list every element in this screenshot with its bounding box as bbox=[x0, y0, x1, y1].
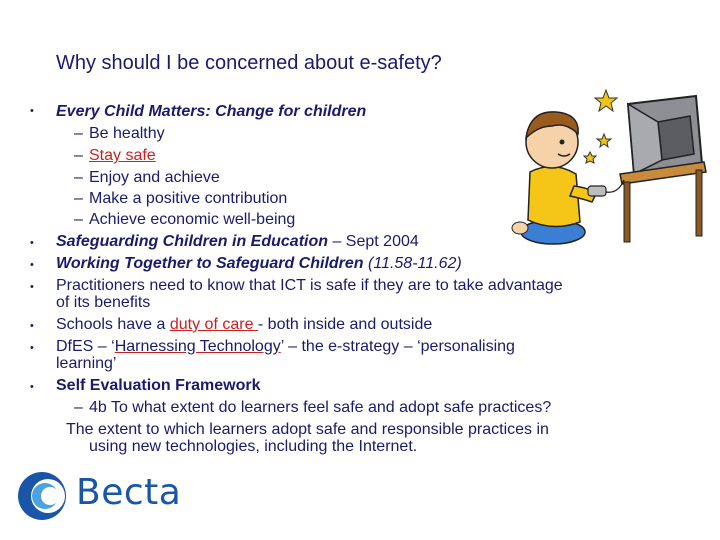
duty-of-care-link[interactable]: duty of care bbox=[169, 316, 258, 333]
star-icon bbox=[584, 152, 596, 163]
bullet-marker: • bbox=[30, 105, 34, 117]
bullet-marker: • bbox=[30, 281, 34, 293]
bullet-schools bbox=[56, 314, 432, 336]
bullet-every-child-matters: Every Child Matters: Change for children bbox=[56, 103, 367, 120]
dfes-text: DfES – ‘ bbox=[56, 338, 115, 355]
safeguarding-date: – Sept 2004 bbox=[328, 233, 419, 250]
becta-logo-icon bbox=[14, 468, 70, 524]
sef-extent-line2: using new technologies, including the Internet. bbox=[89, 438, 418, 455]
bullet-safeguarding bbox=[56, 231, 419, 253]
child-computer-illustration bbox=[508, 82, 708, 252]
bullet-dfes bbox=[56, 336, 515, 358]
dash-marker: – bbox=[74, 147, 83, 164]
bullet-self-evaluation: Self Evaluation Framework bbox=[56, 377, 261, 394]
star-icon bbox=[597, 134, 611, 147]
working-together-ref: (11.58-11.62) bbox=[363, 255, 462, 272]
sub-item-positive-contribution: Make a positive contribution bbox=[89, 190, 288, 207]
child-icon bbox=[512, 112, 624, 244]
safeguarding-title: Safeguarding Children in Education bbox=[56, 233, 329, 250]
schools-text: Schools have a bbox=[56, 316, 170, 333]
becta-logo-text: Becta bbox=[76, 472, 182, 513]
dash-marker: – bbox=[74, 125, 83, 142]
sub-item-stay-safe-link[interactable]: Stay safe bbox=[89, 147, 156, 164]
monitor-icon bbox=[628, 96, 702, 174]
slide-title: Why should I be concerned about e-safety? bbox=[56, 52, 442, 74]
sub-item-be-healthy: Be healthy bbox=[89, 125, 165, 142]
harnessing-technology-link[interactable]: Harnessing Technology bbox=[114, 338, 281, 355]
sef-extent-line1: The extent to which learners adopt safe and responsible practices in bbox=[66, 421, 549, 438]
bullet-practitioners-line2: of its benefits bbox=[56, 294, 151, 311]
dash-marker: – bbox=[74, 211, 83, 228]
schools-text-end: - both inside and outside bbox=[257, 316, 433, 333]
bullet-marker: • bbox=[30, 381, 34, 393]
bullet-marker: • bbox=[30, 320, 34, 332]
bullet-marker: • bbox=[30, 259, 34, 271]
star-icon bbox=[595, 90, 617, 111]
dfes-text-end: ’ – the e-strategy – ‘personalising bbox=[280, 338, 515, 355]
bullet-dfes-line2: learning’ bbox=[56, 355, 117, 372]
sef-subitem: 4b To what extent do learners feel safe and adopt safe practices? bbox=[89, 399, 552, 416]
dash-marker: – bbox=[74, 399, 83, 416]
becta-logo bbox=[14, 468, 184, 524]
bullet-marker: • bbox=[30, 237, 34, 249]
working-together-title: Working Together to Safeguard Children bbox=[56, 255, 364, 272]
bullet-working-together bbox=[56, 253, 462, 275]
bullet-marker: • bbox=[30, 342, 34, 354]
table-icon bbox=[620, 162, 706, 242]
dash-marker: – bbox=[74, 190, 83, 207]
bullet-practitioners-line1: Practitioners need to know that ICT is safe if they are to take advantage bbox=[56, 277, 563, 294]
sub-item-enjoy-achieve: Enjoy and achieve bbox=[89, 169, 220, 186]
dash-marker: – bbox=[74, 169, 83, 186]
sub-item-economic-wellbeing: Achieve economic well-being bbox=[89, 211, 296, 228]
